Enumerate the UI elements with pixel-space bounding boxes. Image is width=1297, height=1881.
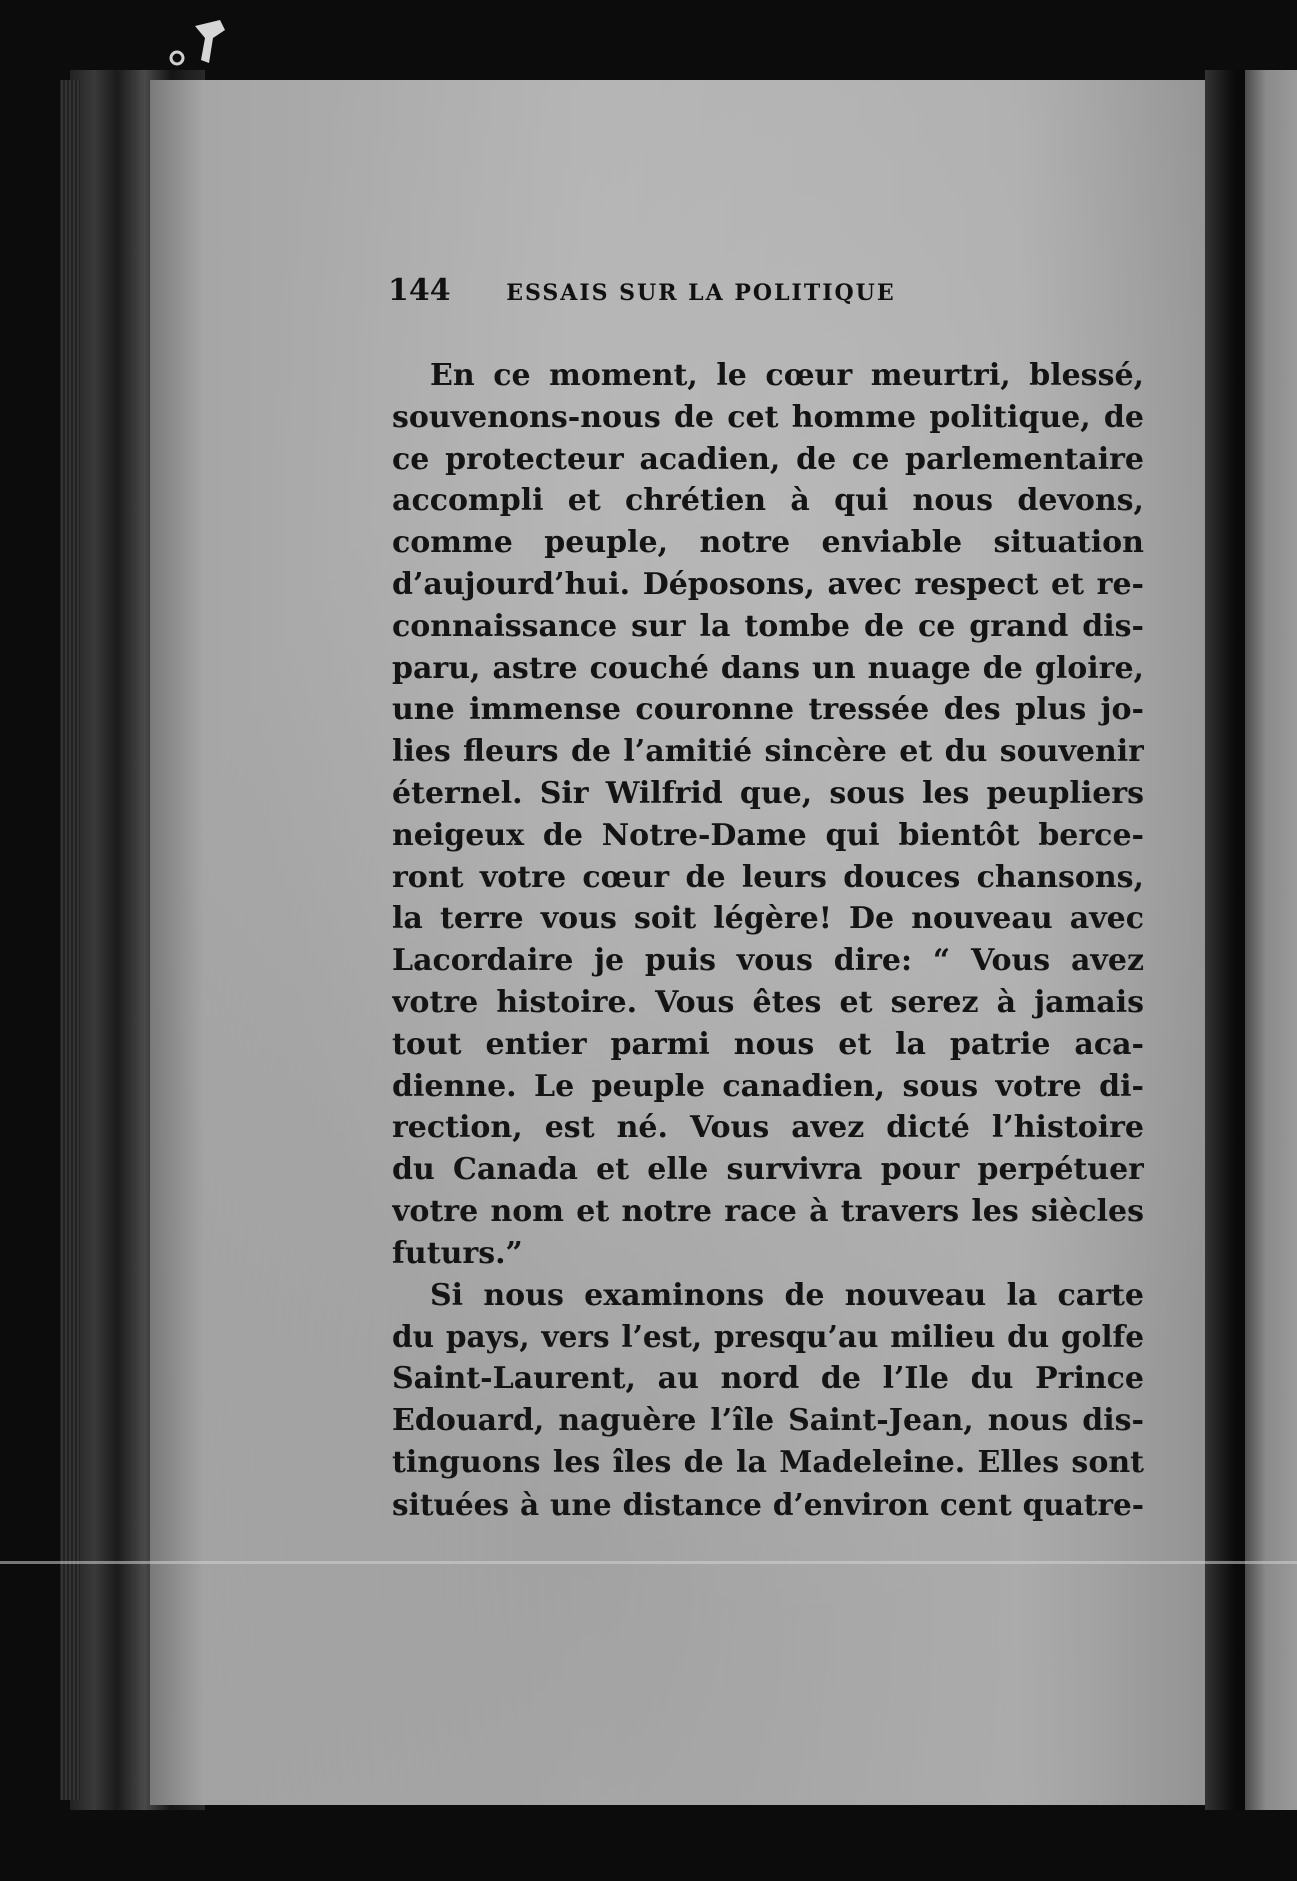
- paragraph: [392, 355, 1144, 1275]
- text-line: Saint-Laurent, au nord de l’Ile du Prince: [392, 1361, 1144, 1397]
- text-line: la terre vous soit légère! De nouveau avec: [392, 901, 1144, 937]
- scan-artifact-mark: [165, 8, 245, 78]
- text-line: Si nous examinons de nouveau la carte: [430, 1277, 1144, 1313]
- body-text: [392, 355, 1144, 1525]
- text-line: éternel. Sir Wilfrid que, sous les peupliers: [392, 775, 1144, 811]
- scan-line-artifact: [0, 1561, 1297, 1564]
- text-line: Edouard, naguère l’île Saint-Jean, nous dis-: [392, 1402, 1144, 1438]
- text-line: futurs.”: [392, 1235, 523, 1271]
- text-line: paru, astre couché dans un nuage de gloire,: [392, 650, 1144, 686]
- page-number: 144: [388, 273, 451, 308]
- text-line: connaissance sur la tombe de ce grand dis-: [392, 608, 1144, 644]
- text-line: neigeux de Notre-Dame qui bientôt berce-: [392, 817, 1144, 853]
- text-line: souvenons-nous de cet homme politique, de: [392, 399, 1144, 435]
- text-line: tout entier parmi nous et la patrie aca-: [392, 1026, 1144, 1062]
- text-line: une immense couronne tressée des plus jo-: [392, 692, 1144, 728]
- text-line: tinguons les îles de la Madeleine. Elles sont: [392, 1444, 1144, 1480]
- text-line: En ce moment, le cœur meurtri, blessé,: [430, 358, 1144, 393]
- text-line: du Canada et elle survivra pour perpétuer: [392, 1152, 1144, 1188]
- text-line: lies fleurs de l’amitié sincère et du souvenir: [392, 734, 1144, 770]
- text-line: d’aujourd’hui. Déposons, avec respect et re-: [392, 566, 1144, 602]
- text-line: comme peuple, notre enviable situation: [392, 525, 1144, 561]
- text-line: ce protecteur acadien, de ce parlementaire: [392, 441, 1144, 477]
- text-line: du pays, vers l’est, presqu’au milieu du golfe: [392, 1319, 1144, 1355]
- text-line: dienne. Le peuple canadien, sous votre di-: [392, 1068, 1144, 1104]
- text-line: ront votre cœur de leurs douces chansons,: [392, 859, 1144, 895]
- page-header: [388, 273, 1148, 308]
- text-line: votre histoire. Vous êtes et serez à jamais: [392, 984, 1144, 1020]
- text-line: votre nom et notre race à travers les siècles: [392, 1193, 1144, 1229]
- text-line: accompli et chrétien à qui nous devons,: [392, 483, 1144, 519]
- running-title: ESSAIS SUR LA POLITIQUE: [506, 280, 896, 306]
- text-line: Lacordaire je puis vous dire: “ Vous avez: [392, 943, 1144, 979]
- text-line: rection, est né. Vous avez dicté l’histoire: [392, 1110, 1144, 1146]
- text-line: situées à une distance d’environ cent quatre-: [392, 1486, 1144, 1522]
- adjacent-page-edge: [1245, 70, 1297, 1810]
- paragraph: [392, 1275, 1144, 1526]
- page-edges: [60, 80, 80, 1800]
